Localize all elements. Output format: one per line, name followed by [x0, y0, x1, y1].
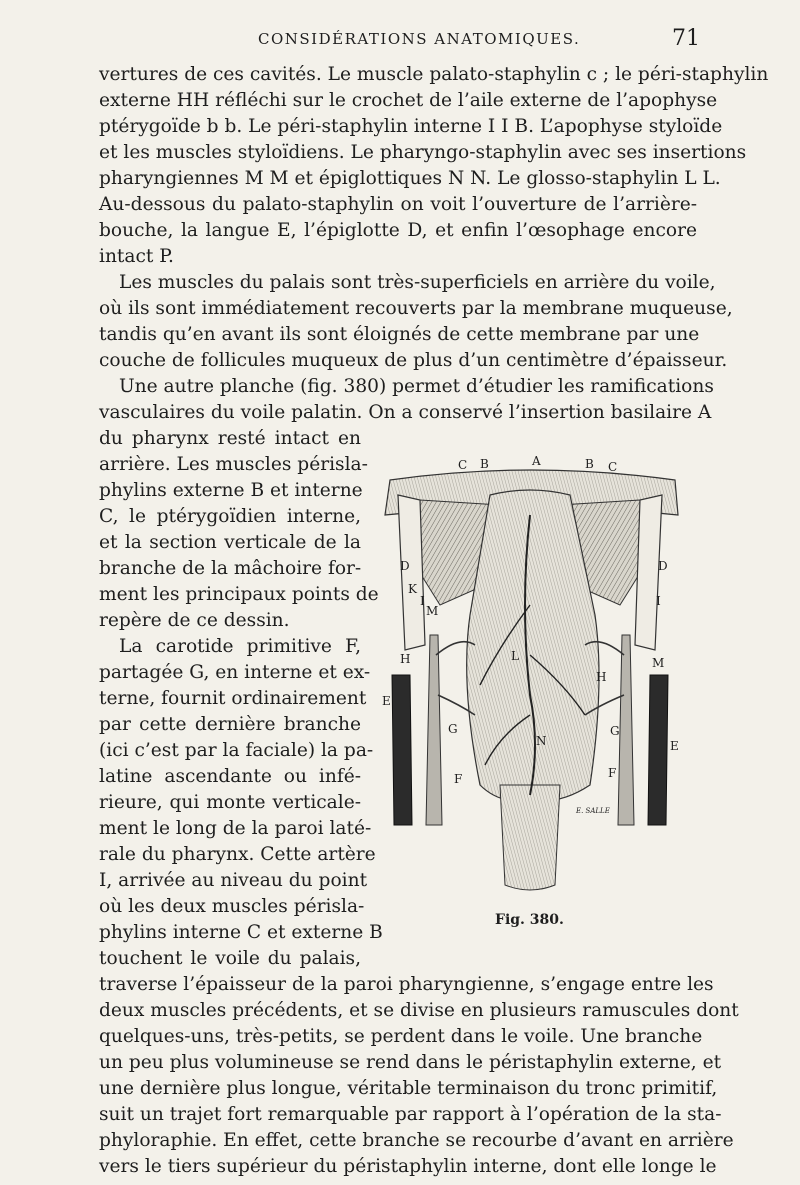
pharynx — [467, 490, 599, 801]
label-I-right: I — [656, 594, 661, 608]
label-G-right: G — [610, 724, 620, 738]
label-D-right: D — [658, 559, 668, 573]
text-line: externe HH réfléchi sur le crochet de l’aile externe de l’apophyse — [99, 90, 718, 111]
text-line: tandis qu’en avant ils sont éloignés de cette membrane par une — [99, 324, 700, 345]
text-line: ment les principaux points de — [99, 584, 379, 605]
text-line: vasculaires du voile palatin. On a conservé l’insertion basilaire A — [99, 402, 712, 423]
text-line: et les muscles styloïdiens. Le pharyngo-staphylin avec ses insertions — [99, 142, 747, 163]
text-line: phyloraphie. En effet, cette branche se recourbe d’avant en arrière — [99, 1130, 734, 1151]
text-line: latine ascendante ou infé- — [99, 766, 361, 787]
label-H-left: H — [400, 652, 411, 666]
text-line: arrière. Les muscles périsla- — [99, 454, 368, 475]
text-line: branche de la mâchoire for- — [99, 558, 362, 579]
page-number: 71 — [672, 26, 700, 51]
text-line: I, arrivée au niveau du point — [99, 870, 368, 891]
label-D-left: D — [400, 559, 410, 573]
label-H-right: H — [596, 670, 607, 684]
label-A: A — [532, 454, 541, 468]
text-line: pharyngiennes M M et épiglottiques N N. Le glosso-staphylin L L. — [99, 168, 721, 189]
text-line: (ici c’est par la faciale) la pa- — [99, 740, 374, 761]
text-line: du pharynx resté intact en — [99, 428, 361, 449]
text-line: Une autre planche (fig. 380) permet d’étudier les ramifications — [119, 376, 714, 397]
text-line: suit un trajet fort remarquable par rapport à l’opération de la sta- — [99, 1104, 722, 1125]
right-jugular-vein — [648, 675, 668, 825]
left-carotid — [426, 635, 442, 825]
text-line: ptérygoïde b b. Le péri-staphylin interne I I B. L’apophyse styloïde — [99, 116, 723, 137]
text-line: où les deux muscles périsla- — [99, 896, 365, 917]
label-F-left: F — [454, 772, 463, 786]
text-line: phylins interne C et externe B — [99, 922, 383, 943]
label-G-left: G — [448, 722, 458, 736]
text-line: repère de ce dessin. — [99, 610, 290, 631]
text-line: par cette dernière branche — [99, 714, 361, 735]
running-title: CONSIDÉRATIONS ANATOMIQUES. — [258, 30, 581, 48]
text-line: quelques-uns, très-petits, se perdent dans le voile. Une branche — [99, 1026, 703, 1047]
text-line: vertures de ces cavités. Le muscle palato-staphylin c ; le péri-staphylin — [99, 64, 769, 85]
text-line: phylins externe B et interne — [99, 480, 363, 501]
text-line: où ils sont immédiatement recouverts par la membrane muqueuse, — [99, 298, 733, 319]
text-line: rale du pharynx. Cette artère — [99, 844, 376, 865]
text-line: C, le ptérygoïdien interne, — [99, 506, 361, 527]
text-line: bouche, la langue E, l’épiglotte D, et enfin l’œsophage encore — [99, 220, 697, 241]
anatomical-illustration — [380, 455, 680, 925]
text-line: vers le tiers supérieur du péristaphylin interne, dont elle longe le — [99, 1156, 717, 1177]
text-line: traverse l’épaisseur de la paroi pharyngienne, s’engage entre les — [99, 974, 714, 995]
label-L: L — [511, 649, 519, 663]
text-line: Les muscles du palais sont très-superficiels en arrière du voile, — [119, 272, 716, 293]
text-line: deux muscles précédents, et se divise en plusieurs ramuscules dont — [99, 1000, 739, 1021]
text-line: une dernière plus longue, véritable terminaison du tronc primitif, — [99, 1078, 718, 1099]
text-line: terne, fournit ordinairement — [99, 688, 367, 709]
figure-caption: Fig. 380. — [495, 912, 564, 928]
text-line: touchent le voile du palais, — [99, 948, 361, 969]
page-header — [0, 26, 800, 60]
text-line: couche de follicules muqueux de plus d’un centimètre d’épaisseur. — [99, 350, 728, 371]
text-line: intact P. — [99, 246, 174, 267]
text-line: ment le long de la paroi laté- — [99, 818, 372, 839]
label-F-right: F — [608, 766, 617, 780]
text-line: un peu plus volumineuse se rend dans le péristaphylin externe, et — [99, 1052, 722, 1073]
label-M-right: M — [652, 656, 665, 670]
label-C-right: C — [608, 460, 618, 474]
text-line: La carotide primitive F, — [119, 636, 361, 657]
label-B-left: B — [480, 457, 489, 471]
text-line: rieure, qui monte verticale- — [99, 792, 361, 813]
esophagus — [500, 785, 560, 890]
label-N: N — [536, 734, 547, 748]
text-line: et la section verticale de la — [99, 532, 361, 553]
left-jugular-vein — [392, 675, 412, 825]
text-line: partagée G, en interne et ex- — [99, 662, 371, 683]
right-carotid — [618, 635, 634, 825]
label-E-right: E — [670, 739, 679, 753]
label-I-left: I — [420, 594, 425, 608]
label-K: K — [408, 582, 417, 596]
text-line: Au-dessous du palato-staphylin on voit l’ouverture de l’arrière- — [99, 194, 697, 215]
engraver-signature: E. SALLE — [576, 807, 610, 815]
label-C-left: C — [458, 458, 468, 472]
label-E-left: E — [382, 694, 391, 708]
label-B-right: B — [585, 457, 594, 471]
label-M-left: M — [426, 604, 439, 618]
